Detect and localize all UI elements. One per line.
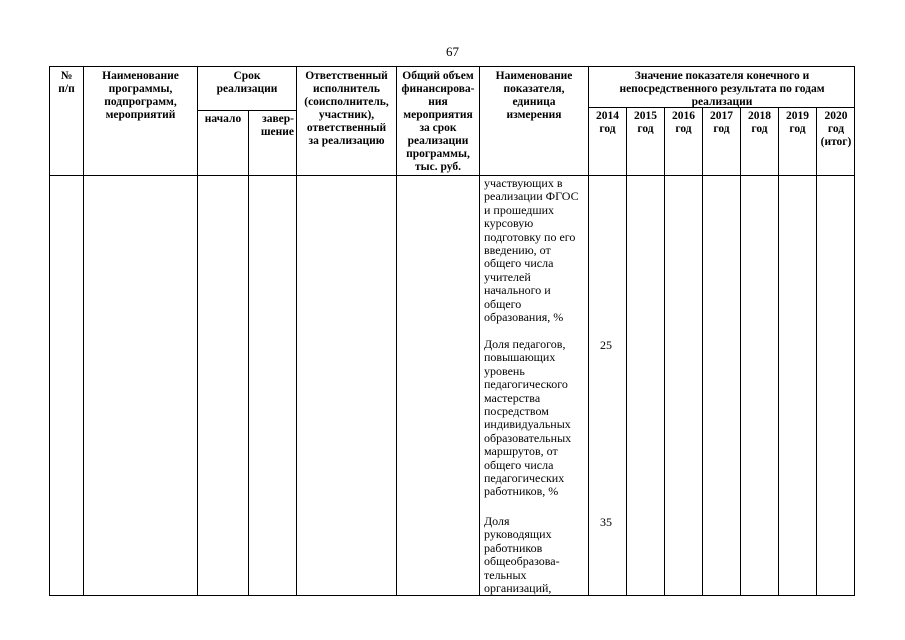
value-2014: 35	[600, 515, 612, 529]
col-divider	[816, 107, 817, 595]
col-divider	[702, 107, 703, 595]
header-program-name: Наименование программы, подпрограмм, мероприятий	[102, 70, 179, 121]
header-responsible: Ответственный исполнитель (соисполнитель, участник), ответственный за реализацию	[304, 70, 389, 147]
value-2014: 25	[600, 338, 612, 352]
header-year-2017: 2017 год	[710, 110, 733, 135]
header-indicator: Наименование показателя, единица измерения	[495, 70, 573, 121]
row-divider	[197, 110, 296, 111]
indicator-text: Доля руководящих работников общеобразова- тельных организаций,	[484, 514, 560, 596]
col-divider	[248, 111, 249, 595]
header-period: Срок реализации	[216, 70, 278, 95]
program-table	[49, 66, 855, 596]
header-year-2020: 2020 год (итог)	[820, 110, 852, 148]
header-number: № п/п	[58, 70, 75, 95]
indicator-text: Доля педагогов, повышающих уровень педагогического мастерства посредством индивидуальных образовательных маршрутов, от общего числа педагогических работников, %	[484, 337, 572, 499]
header-year-2018: 2018 год	[748, 110, 771, 135]
header-period-end: завер- шение	[260, 113, 294, 138]
col-divider	[626, 107, 627, 595]
col-divider	[197, 67, 198, 595]
col-divider	[778, 107, 779, 595]
col-divider	[83, 67, 84, 595]
col-divider	[479, 67, 480, 595]
header-period-start: начало	[204, 113, 242, 125]
header-year-2014: 2014 год	[596, 110, 619, 135]
col-divider	[740, 107, 741, 595]
header-values-title: Значение показателя конечного и непосредственного результата по годам реализации	[619, 70, 825, 108]
header-year-2015: 2015 год	[634, 110, 657, 135]
page-number: 67	[446, 44, 459, 59]
header-year-2019: 2019 год	[786, 110, 809, 135]
indicator-text: участвующих в реализации ФГОС и прошедших курсовую подготовку по его введению, от общего числа учителей начального и общего образования, %	[484, 176, 579, 325]
col-divider	[664, 107, 665, 595]
header-bottom-line	[50, 175, 854, 176]
col-divider	[588, 67, 589, 595]
header-funding: Общий объем финансирова- ния мероприятия за срок реализации программы, тыс. руб.	[401, 70, 475, 173]
header-year-2016: 2016 год	[672, 110, 695, 135]
